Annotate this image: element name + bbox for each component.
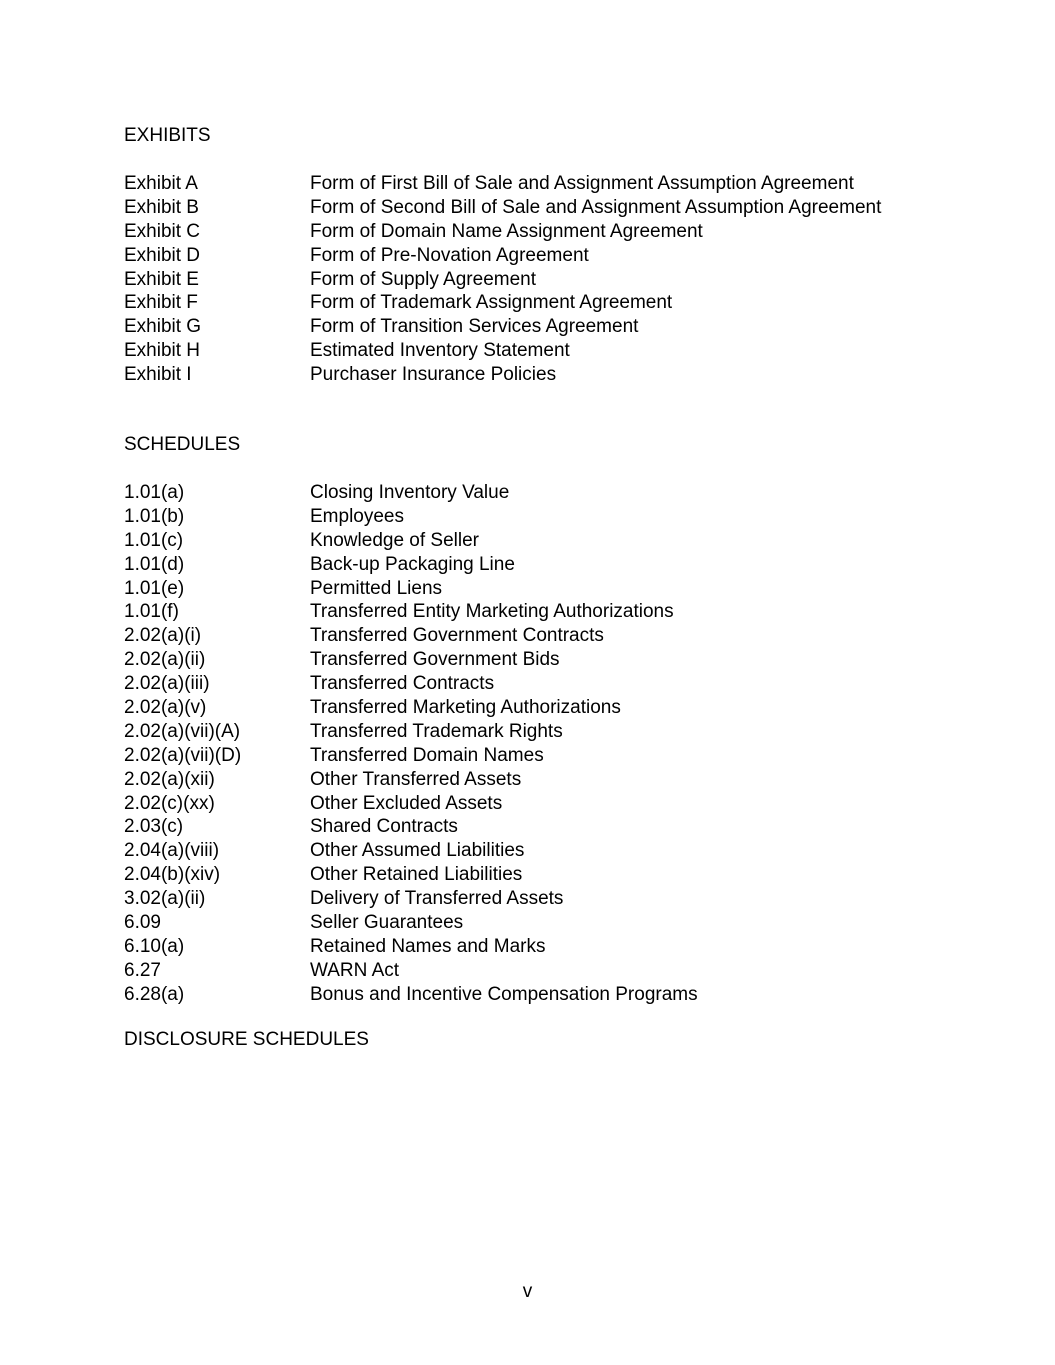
- exhibit-row-label: Exhibit H: [124, 340, 201, 362]
- exhibit-row-label: Exhibit G: [124, 316, 202, 338]
- exhibit-row-label: Exhibit D: [124, 244, 201, 266]
- schedules-list: [124, 481, 1004, 1007]
- schedule-row-title: Other Excluded Assets: [310, 792, 503, 814]
- exhibit-row: [124, 268, 1004, 292]
- schedule-row: [124, 672, 1004, 696]
- schedule-row: [124, 792, 1004, 816]
- schedule-row: [124, 911, 1004, 935]
- schedule-row-title: Permitted Liens: [310, 577, 443, 599]
- schedule-row-title: Bonus and Incentive Compensation Programs: [310, 983, 698, 1005]
- schedule-row: [124, 863, 1004, 887]
- exhibit-row: [124, 220, 1004, 244]
- schedule-row-title: Other Retained Liabilities: [310, 864, 523, 886]
- exhibit-row-label: Exhibit F: [124, 292, 198, 314]
- schedule-row-label: 6.09: [124, 912, 161, 934]
- schedule-row: [124, 529, 1004, 553]
- exhibit-row-title: Purchaser Insurance Policies: [310, 364, 557, 386]
- schedule-row-title: Back-up Packaging Line: [310, 553, 515, 575]
- exhibits-heading: EXHIBITS: [124, 125, 211, 146]
- schedule-row-label: 2.02(a)(vii)(A): [124, 720, 241, 742]
- schedule-row: [124, 959, 1004, 983]
- exhibit-row-title: Estimated Inventory Statement: [310, 340, 570, 362]
- schedule-row-label: 6.28(a): [124, 983, 185, 1005]
- exhibit-row-title: Form of Supply Agreement: [310, 268, 536, 290]
- page-number: v: [522, 1281, 533, 1302]
- schedule-row-label: 2.02(c)(xx): [124, 792, 215, 814]
- exhibit-row-label: Exhibit E: [124, 268, 199, 290]
- exhibit-row: [124, 244, 1004, 268]
- schedule-row-title: Transferred Contracts: [310, 673, 495, 695]
- exhibit-row-title: Form of Second Bill of Sale and Assignment Assumption Agreement: [310, 196, 882, 218]
- schedule-row: [124, 815, 1004, 839]
- exhibit-row-title: Form of First Bill of Sale and Assignment Assumption Agreement: [310, 173, 854, 194]
- schedule-row-title: Transferred Entity Marketing Authorizations: [310, 601, 674, 623]
- schedule-row-title: Transferred Government Contracts: [310, 625, 604, 647]
- exhibit-row: [124, 291, 1004, 315]
- exhibit-row: [124, 315, 1004, 339]
- exhibit-row-title: Form of Trademark Assignment Agreement: [310, 292, 673, 314]
- schedule-row-label: 1.01(d): [124, 553, 185, 575]
- schedules-heading: SCHEDULES: [124, 434, 241, 455]
- schedule-row-label: 3.02(a)(ii): [124, 888, 206, 910]
- schedule-row-label: 2.02(a)(xii): [124, 768, 215, 790]
- schedule-row: [124, 983, 1004, 1007]
- schedule-row-title: Retained Names and Marks: [310, 935, 546, 957]
- schedule-row-label: 2.04(b)(xiv): [124, 864, 221, 886]
- exhibits-list: [124, 172, 1004, 387]
- schedule-row-label: 2.02(a)(vii)(D): [124, 744, 242, 766]
- schedule-row: [124, 505, 1004, 529]
- exhibit-row-label: Exhibit C: [124, 220, 201, 242]
- schedule-row-title: Knowledge of Seller: [310, 529, 479, 551]
- schedule-row-label: 2.02(a)(iii): [124, 673, 210, 695]
- exhibit-row-label: Exhibit A: [124, 173, 198, 194]
- disclosure-schedules-heading: DISCLOSURE SCHEDULES: [124, 1029, 369, 1050]
- schedule-row-title: Transferred Domain Names: [310, 744, 544, 766]
- exhibit-row-title: Form of Pre-Novation Agreement: [310, 244, 589, 266]
- schedule-row-label: 6.10(a): [124, 935, 185, 957]
- schedule-row: [124, 744, 1004, 768]
- schedule-row-title: Transferred Government Bids: [310, 649, 560, 671]
- schedule-row-label: 2.02(a)(ii): [124, 649, 206, 671]
- schedule-row: [124, 768, 1004, 792]
- schedule-row-title: WARN Act: [310, 959, 400, 981]
- schedule-row-label: 1.01(e): [124, 577, 185, 599]
- schedule-row: [124, 839, 1004, 863]
- schedule-row: [124, 553, 1004, 577]
- schedule-row: [124, 887, 1004, 911]
- schedule-row: [124, 600, 1004, 624]
- schedule-row-title: Other Assumed Liabilities: [310, 840, 525, 862]
- exhibit-row: [124, 339, 1004, 363]
- schedule-row-label: 1.01(c): [124, 529, 184, 551]
- exhibit-row: [124, 196, 1004, 220]
- exhibit-row-title: Form of Domain Name Assignment Agreement: [310, 220, 703, 242]
- schedule-row: [124, 935, 1004, 959]
- schedule-row-label: 2.03(c): [124, 816, 184, 838]
- schedule-row-title: Seller Guarantees: [310, 912, 464, 934]
- schedule-row-label: 6.27: [124, 959, 161, 981]
- schedule-row-title: Closing Inventory Value: [310, 482, 510, 503]
- schedule-row: [124, 481, 1004, 505]
- schedule-row: [124, 696, 1004, 720]
- schedule-row-label: 2.02(a)(v): [124, 697, 207, 719]
- schedule-row-title: Transferred Marketing Authorizations: [310, 697, 621, 719]
- schedule-row-label: 1.01(f): [124, 601, 179, 623]
- schedule-row: [124, 577, 1004, 601]
- schedule-row-title: Transferred Trademark Rights: [310, 720, 563, 742]
- schedule-row: [124, 720, 1004, 744]
- schedule-row: [124, 648, 1004, 672]
- schedule-row-title: Delivery of Transferred Assets: [310, 888, 564, 910]
- exhibit-row-label: Exhibit I: [124, 364, 192, 386]
- schedule-row-title: Shared Contracts: [310, 816, 458, 838]
- schedule-row-label: 1.01(a): [124, 482, 185, 503]
- exhibit-row-title: Form of Transition Services Agreement: [310, 316, 639, 338]
- schedule-row-label: 2.04(a)(viii): [124, 840, 220, 862]
- schedule-row-title: Other Transferred Assets: [310, 768, 522, 790]
- exhibit-row: [124, 363, 1004, 387]
- exhibit-row: [124, 172, 1004, 196]
- schedule-row: [124, 624, 1004, 648]
- schedule-row-label: 2.02(a)(i): [124, 625, 202, 647]
- schedule-row-label: 1.01(b): [124, 505, 185, 527]
- schedule-row-title: Employees: [310, 505, 404, 527]
- exhibit-row-label: Exhibit B: [124, 196, 199, 218]
